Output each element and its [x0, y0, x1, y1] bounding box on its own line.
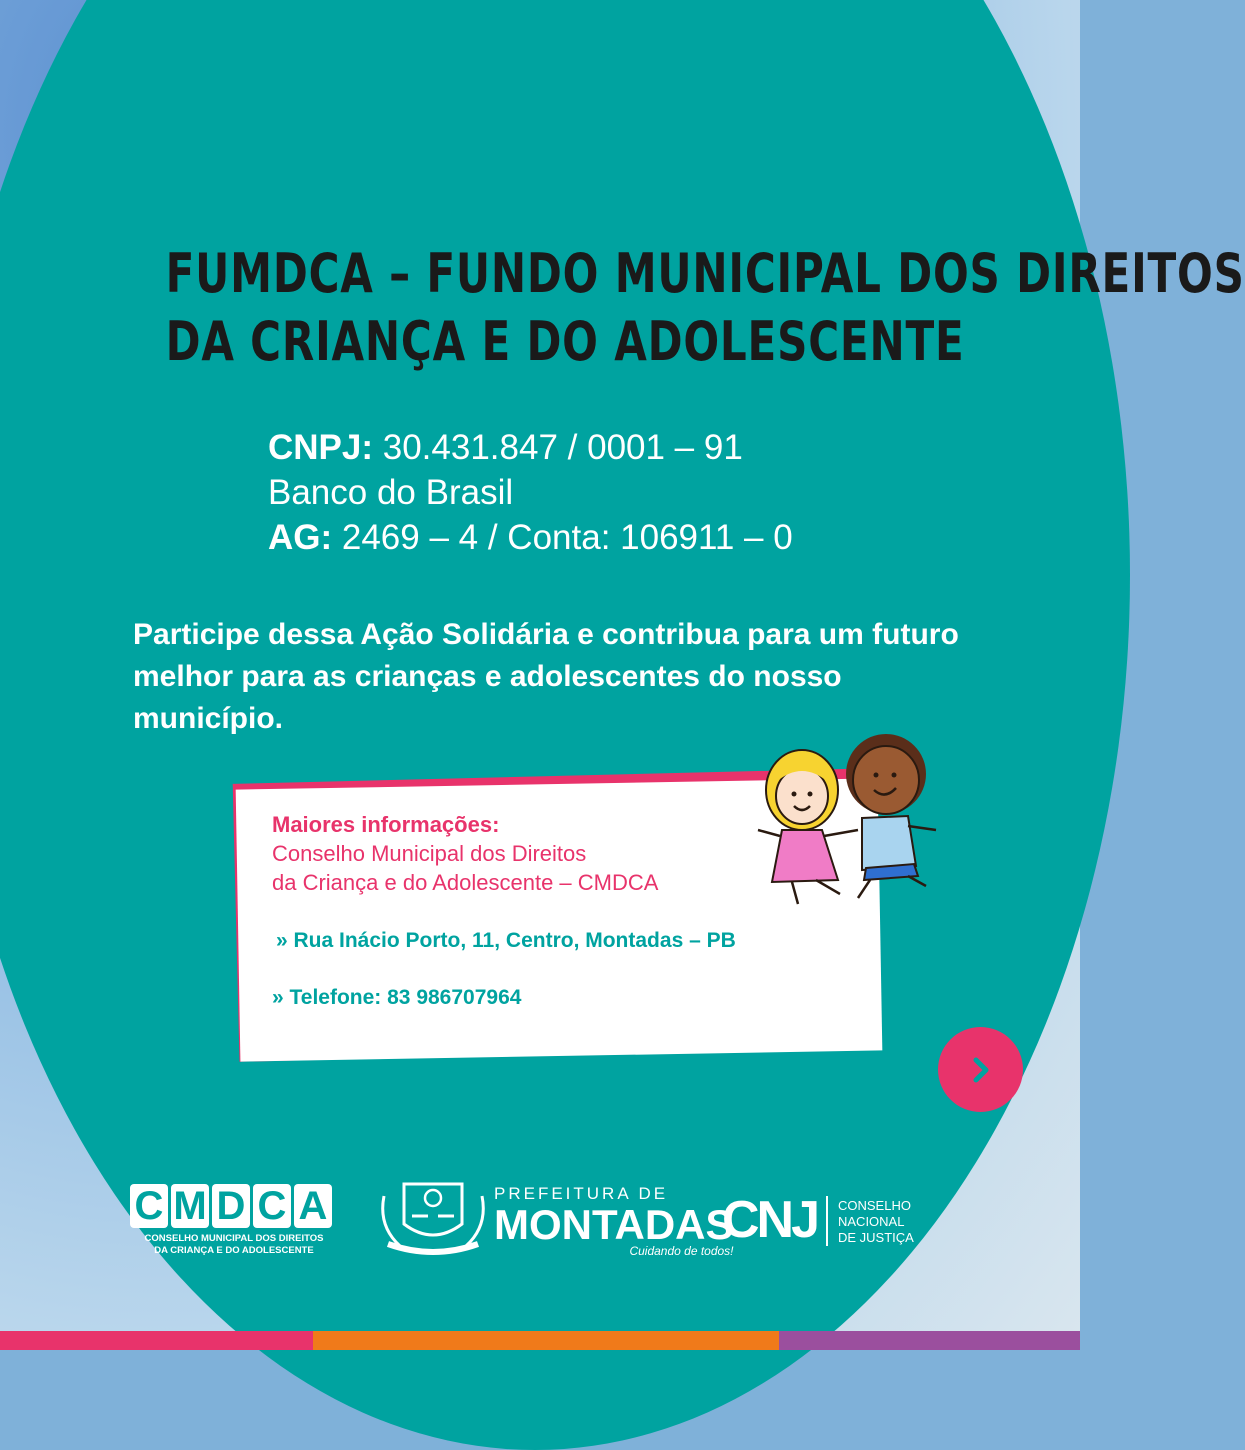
address: » Rua Inácio Porto, 11, Centro, Montadas – PB: [276, 929, 736, 952]
bottom-bar-orange: [313, 1331, 779, 1350]
prefeitura-logo: [494, 1184, 734, 1258]
prefeitura-name: MONTADAS: [494, 1201, 734, 1248]
bottom-bar-pink: [0, 1331, 313, 1350]
cmdca-letter: C: [130, 1184, 168, 1228]
cmdca-letter: M: [171, 1184, 209, 1228]
account-line: [268, 515, 793, 560]
org-name-line-2: da Criança e do Adolescente – CMDCA: [272, 870, 659, 895]
next-button[interactable]: [938, 1027, 1023, 1112]
bank-name: Banco do Brasil: [268, 473, 514, 512]
title-line-2: DA CRIANÇA E DO ADOLESCENTE: [165, 310, 965, 373]
cmdca-letter: D: [212, 1184, 250, 1228]
cmdca-subtitle-line-2: DA CRIANÇA E DO ADOLESCENTE: [154, 1245, 314, 1256]
cnj-name-line-1: CONSELHO: [838, 1198, 911, 1213]
cnj-name: [838, 1198, 914, 1246]
phone: » Telefone: 83 986707964: [272, 986, 522, 1009]
cnpj-label: CNPJ:: [268, 428, 374, 467]
title-line-1: FUMDCA – FUNDO MUNICIPAL DOS DIREITOS: [165, 242, 1245, 305]
agency-account-value: 2469 – 4 / Conta: 106911 – 0: [332, 518, 793, 557]
call-to-action-text: Participe dessa Ação Solidária e contribua para um futuro melhor para as crianças e adolescentes do nosso município.: [133, 618, 959, 735]
municipal-crest-icon: [374, 1176, 492, 1258]
cmdca-letter: A: [294, 1184, 332, 1228]
page-title: [165, 240, 1245, 376]
cmdca-subtitle: [130, 1233, 338, 1257]
footer-logos: [0, 1170, 1080, 1280]
cnpj-line: [268, 425, 793, 470]
cnj-logo-mark: CNJ: [722, 1191, 818, 1249]
cnpj-value: 30.431.847 / 0001 – 91: [373, 428, 743, 467]
chevron-right-icon: [966, 1055, 996, 1085]
prefeitura-label: PREFEITURA DE: [494, 1184, 669, 1203]
cnj-name-line-2: NACIONAL: [838, 1214, 905, 1229]
org-name-line-1: Conselho Municipal dos Direitos: [272, 841, 587, 866]
children-illustration: [758, 730, 942, 906]
cnj-divider: [826, 1196, 828, 1246]
agency-label: AG:: [268, 518, 333, 557]
info-heading: Maiores informações:: [272, 812, 500, 837]
cnj-name-line-3: DE JUSTIÇA: [838, 1230, 914, 1245]
bottom-bar-purple: [779, 1331, 1080, 1350]
bottom-color-bar: [0, 1331, 1080, 1350]
cmdca-subtitle-line-1: CONSELHO MUNICIPAL DOS DIREITOS: [144, 1233, 324, 1244]
cmdca-logo-letters: [130, 1184, 338, 1228]
bank-details: [268, 425, 793, 560]
cmdca-logo: [130, 1184, 338, 1257]
cmdca-letter: C: [253, 1184, 291, 1228]
prefeitura-tagline: Cuidando de todos!: [629, 1244, 734, 1258]
